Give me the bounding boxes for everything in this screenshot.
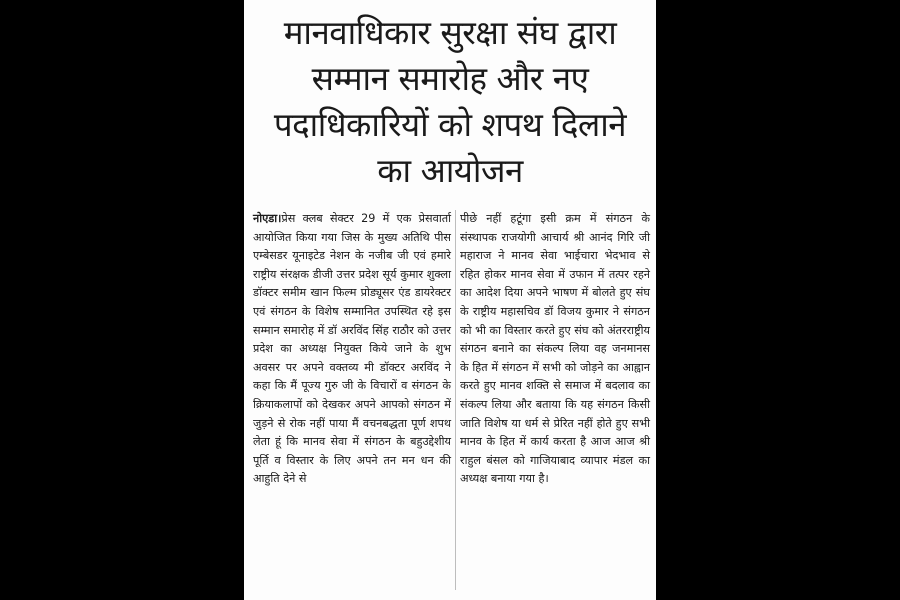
article-column-right: [460, 210, 650, 489]
headline-line: पदाधिकारियों को शपथ दिलाने: [273, 105, 627, 144]
headline-line: सम्मान समारोह और नए: [311, 59, 589, 98]
headline-line: मानवाधिकार सुरक्षा संघ द्वारा: [283, 13, 617, 52]
dateline: नोएडा।: [253, 212, 282, 225]
column-right-text: पीछे नहीं हटूंगा इसी क्रम में संगठन के संस्थापक राजयोगी आचार्य श्री आनंद गिरि जी महाराज ने मानव सेवा भाईचारा भेदभाव से रहित होकर मानव सेवा में उफान में तत्पर रहने का आदेश दिया अपने भाषण में बोलते हुए संघ के राष्ट्रीय महासचिव डॉ विजय कुमार ने संगठन को भी का विस्तार करते हुए संघ को अंतरराष्ट्रीय संगठन बनाने का संकल्प लिया वह जनमानस के हित में संगठन में सभी को जोड़ने का आह्वान करते हुए मानव शक्ति से समाज में बदलाव का संकल्प लिया और बताया कि यह संगठन किसी जाति विशेष या धर्म से प्रेरित नहीं होते हुए सभी मानव के हित में कार्य करता है आज आज श्री राहुल बंसल को गाजियाबाद व्यापार मंडल का अध्यक्ष बनाया गया है।: [460, 212, 650, 486]
newspaper-clipping: [244, 0, 656, 600]
article-column-left: [253, 210, 451, 489]
column-divider: [455, 210, 456, 590]
column-left-text: प्रेस क्लब सेक्टर 29 में एक प्रेसवार्ता आयोजित किया गया जिस के मुख्य अतिथि पीस एम्बेसडर यूनाइटेड नेशन के नजीब जी एवं हमारे राष्ट्रीय संरक्षक डीजी उत्तर प्रदेश सूर्य कुमार शुक्ला डॉक्टर समीम खान फिल्म प्रोड्यूसर एंड डायरेक्टर एवं संगठन के विशेष सम्मानित उपस्थित रहे इस सम्मान समारोह में डॉ अरविंद सिंह राठौर को उत्तर प्रदेश का अध्यक्ष नियुक्त किये जाने के शुभ अवसर पर अपने वक्तव्य मी डॉक्टर अरविंद ने कहा कि मैं पूज्य गुरु जी के विचारों व संगठन के क्रियाकलापों को देखकर अपने आपको संगठन में जुड़ने से रोक नहीं पाया मैं वचनबद्धता पूर्ण शपथ लेता हूं कि मानव सेवा में संगठन के बहुउद्देशीय पूर्ति व विस्तार के लिए अपने तन मन धन की आहुति देने से: [253, 212, 451, 486]
headline: [244, 10, 656, 194]
headline-line: का आयोजन: [377, 151, 523, 190]
